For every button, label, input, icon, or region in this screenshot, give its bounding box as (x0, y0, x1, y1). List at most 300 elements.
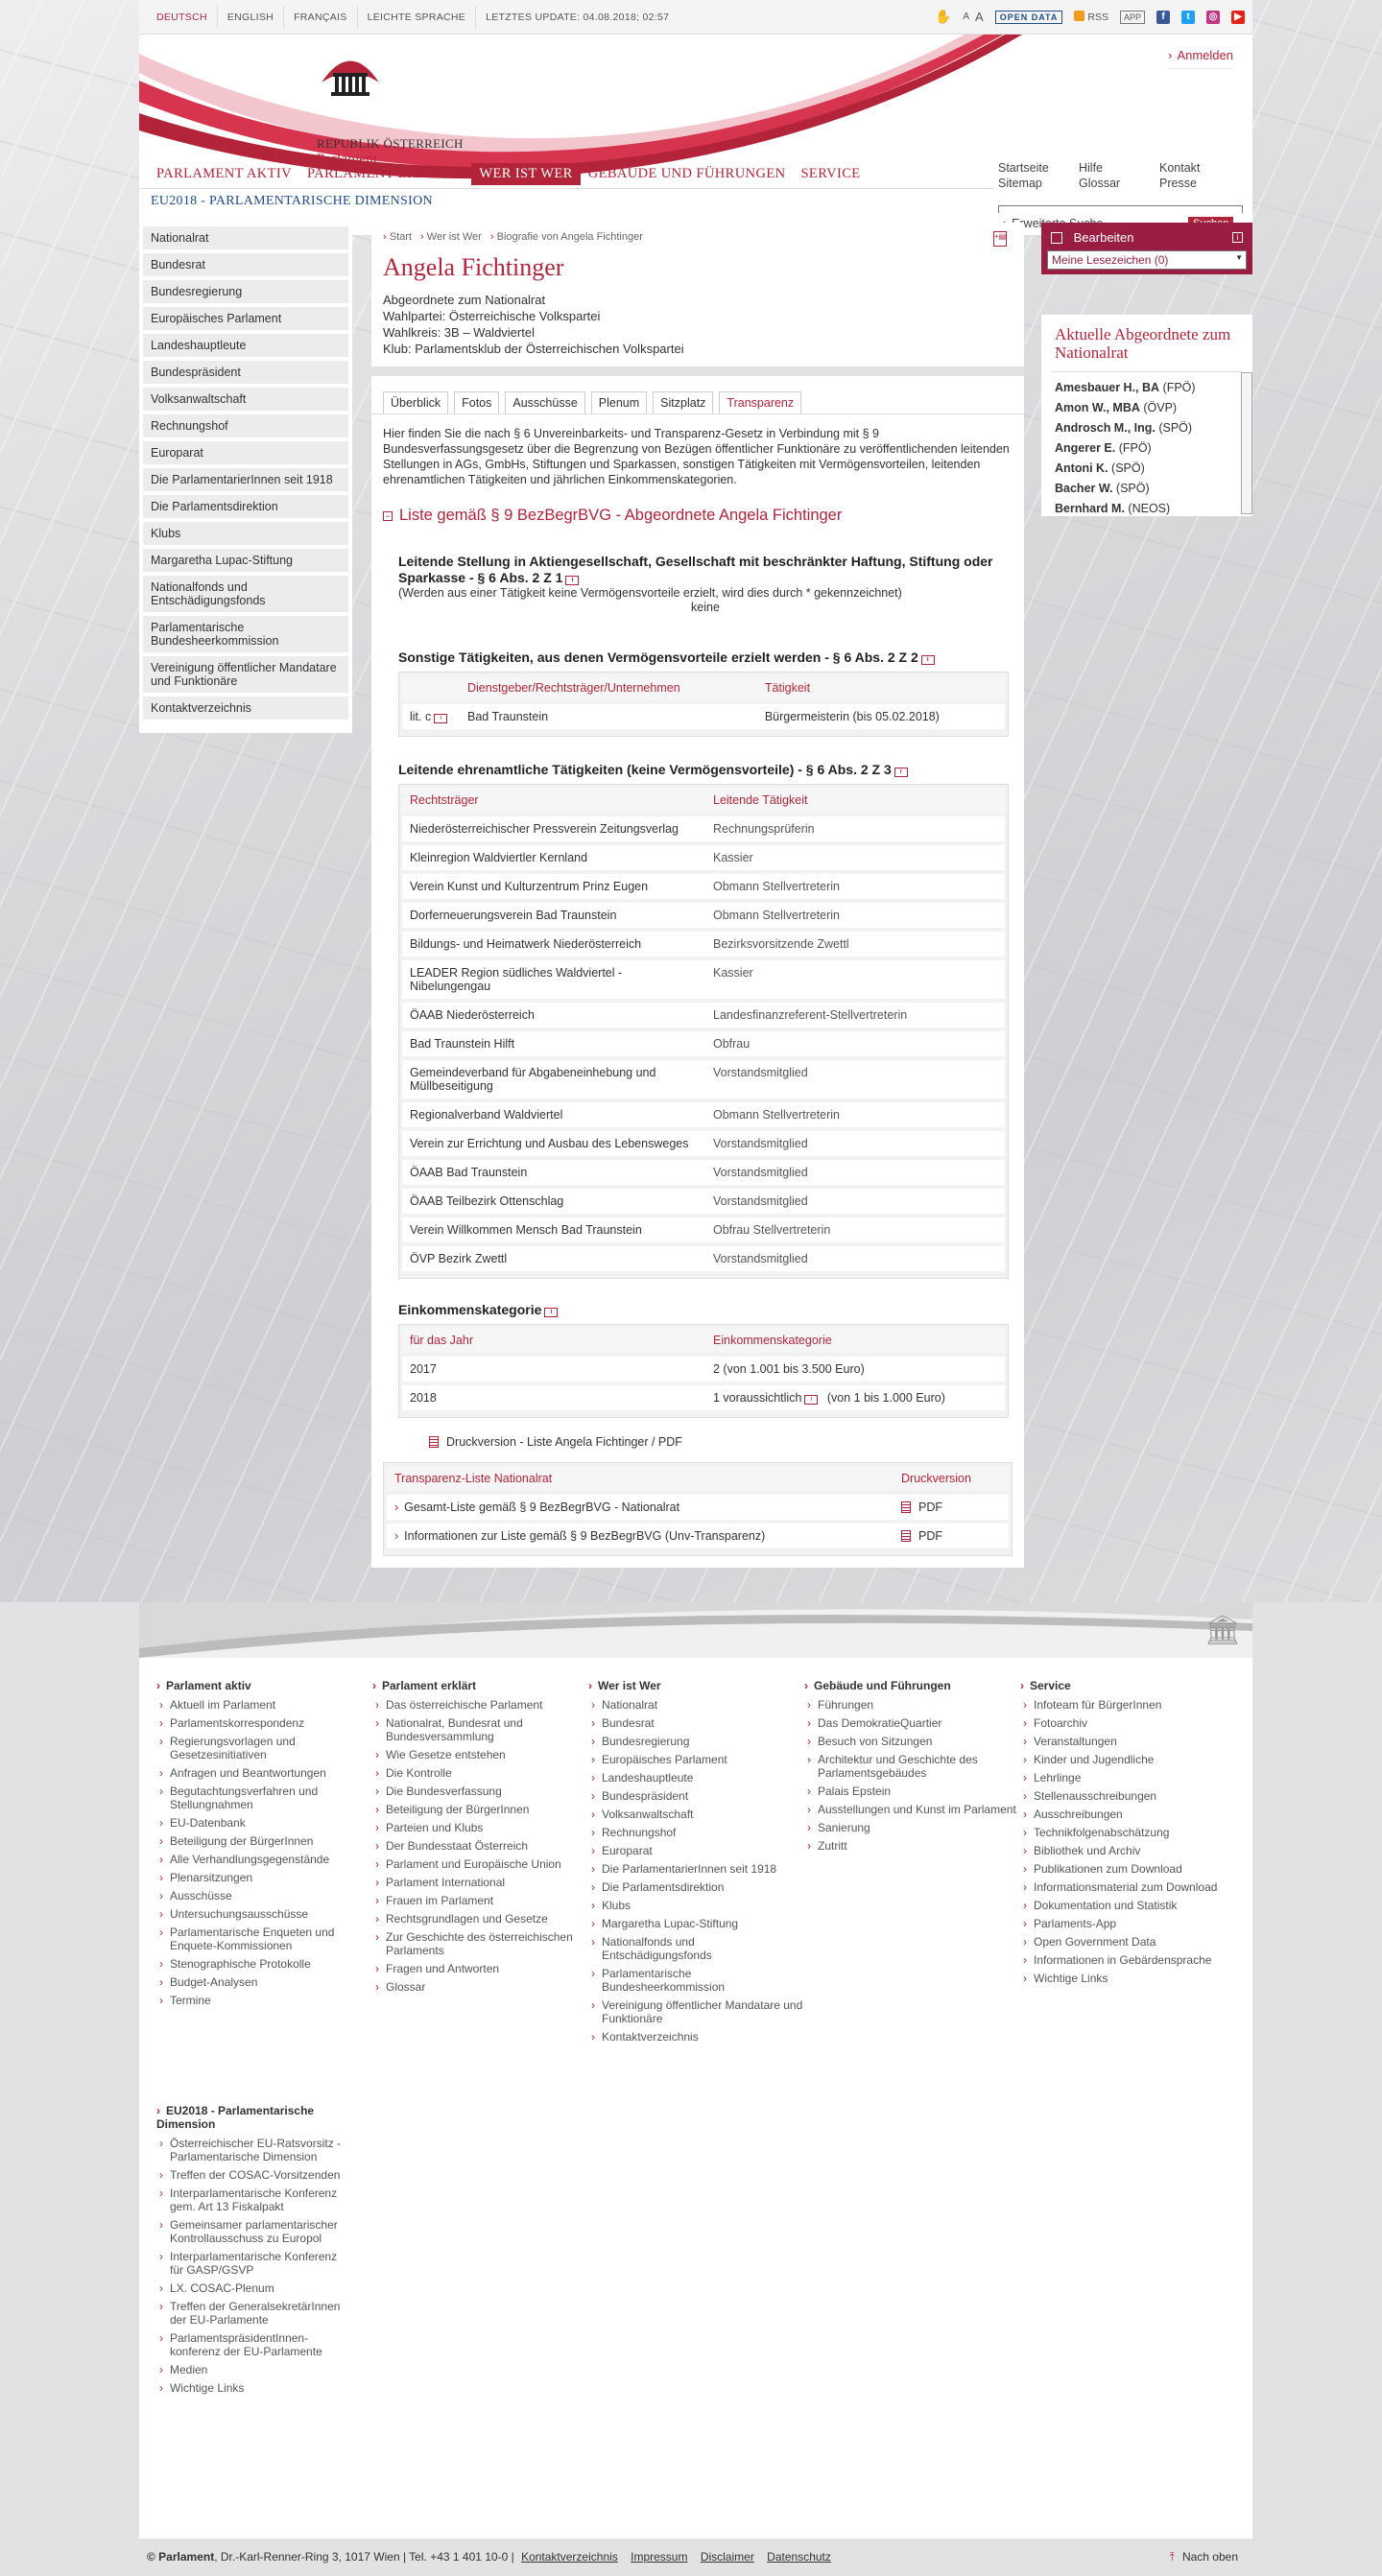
table-cell: Niederösterreichischer Pressverein Zeitungsverlag (402, 815, 705, 843)
table-row (387, 1522, 1009, 1550)
table-header-row (387, 1466, 1009, 1493)
table-cell: lit. c (410, 710, 432, 723)
footer-link[interactable]: › LX. COSAC-Plenum (170, 2281, 348, 2295)
list-toggle[interactable] (383, 507, 1013, 525)
back-to-top-link[interactable] (1170, 2550, 1238, 2564)
footer-link[interactable]: › Fragen und Antworten (386, 1962, 588, 1975)
table-cell: ÖAAB Niederösterreich (402, 1001, 705, 1029)
footer-link[interactable]: › Treffen der COSAC-Vorsitzenden (170, 2168, 348, 2182)
left-nav-item[interactable]: Volksanwaltschaft (143, 388, 348, 411)
document-icon (429, 1436, 439, 1448)
person-district: Wahlkreis: 3B – Waldviertel (383, 325, 535, 340)
footer-link[interactable]: › Termine (170, 1994, 372, 2007)
footer-link[interactable]: › Landeshauptleute (602, 1771, 804, 1784)
lang-easy[interactable]: LEICHTE SPRACHE (358, 6, 477, 29)
left-nav-item[interactable]: Parlamentarische Bundesheerkommission (143, 616, 348, 652)
table-row (402, 1129, 1005, 1158)
tab-bar (371, 376, 1024, 414)
lang-en[interactable]: ENGLISH (218, 6, 284, 29)
copyright: © Parlament (147, 2550, 215, 2564)
mp-list-scrollbar[interactable] (1241, 372, 1252, 514)
table-row (402, 958, 1005, 1001)
section4-title: Einkommenskategorie (398, 1302, 542, 1317)
lang-de[interactable]: DEUTSCH (147, 6, 218, 29)
left-nav-item[interactable]: Bundespräsident (143, 361, 348, 384)
left-nav-item[interactable]: Nationalfonds und Entschädigungsfonds (143, 576, 348, 612)
footer-column (372, 1679, 588, 2048)
table-row (402, 1383, 1005, 1412)
table-header-empty (402, 675, 460, 702)
einkommen-table (398, 1324, 1009, 1418)
section-leitende-stellung (398, 554, 1009, 615)
table-cell: Rechnungsprüferin (705, 815, 1005, 843)
table-row (402, 1355, 1005, 1383)
edit-title: Bearbeiten (1073, 230, 1134, 245)
footer-link[interactable]: › Anfragen und Beantwortungen (170, 1766, 372, 1780)
bottom-link-datenschutz[interactable]: Datenschutz (767, 2550, 831, 2564)
pdf-label: PDF (918, 1501, 942, 1514)
mp-party: (FPÖ) (1118, 441, 1152, 455)
twitter-icon[interactable]: t (1181, 11, 1195, 24)
footer-link[interactable]: › Parlaments-App (1034, 1917, 1236, 1930)
footer-link[interactable]: › Das österreichische Parlament (386, 1698, 588, 1712)
rss-icon (1074, 11, 1084, 21)
table-cell: Kassier (705, 843, 1005, 872)
footer-link[interactable]: › Publikationen zum Download (1034, 1862, 1236, 1876)
footer-link[interactable]: › Kontaktverzeichnis (602, 2030, 804, 2044)
footer-column (1020, 1679, 1236, 2048)
table-row (402, 1244, 1005, 1273)
table-cell: ÖAAB Bad Traunstein (402, 1158, 705, 1187)
table-row (402, 1001, 1005, 1029)
table-cell: Bad Traunstein Hilft (402, 1029, 705, 1058)
mp-list (1051, 372, 1243, 516)
info-icon[interactable]: i (434, 714, 447, 723)
footer-link[interactable]: › Nationalfonds und Entschädigungsfonds (602, 1935, 804, 1962)
table-row (402, 1187, 1005, 1216)
footer-header (139, 1602, 1252, 1658)
open-data-link[interactable]: OPEN DATA (995, 11, 1063, 24)
table-cell: Bürgermeisterin (bis 05.02.2018) (757, 702, 1005, 731)
left-nav-item[interactable]: Rechnungshof (143, 414, 348, 437)
mp-party: (SPÖ) (1158, 421, 1193, 435)
mp-party: (ÖVP) (1143, 401, 1178, 414)
sub-nav-eu2018[interactable]: EU2018 - PARLAMENTARISCHE DIMENSION (139, 188, 993, 213)
table-cell: Verein Willkommen Mensch Bad Traunstein (402, 1216, 705, 1244)
left-nav-item[interactable]: Vereinigung öffentlicher Mandatare und Funktionäre (143, 656, 348, 693)
footer-link[interactable]: › Lehrlinge (1034, 1771, 1236, 1784)
table-row (402, 930, 1005, 958)
site-shell (139, 0, 1252, 236)
footer-link[interactable]: › Parlamentarische Bundesheerkommission (602, 1967, 804, 1994)
footer-link[interactable]: › Zur Geschichte des österreichischen Parlaments (386, 1930, 588, 1957)
instagram-icon[interactable]: ◎ (1206, 11, 1220, 24)
mp-list-item[interactable] (1055, 499, 1239, 516)
quick-link-startseite[interactable]: Startseite (998, 161, 1049, 175)
footer-link[interactable]: › EU-Datenbank (170, 1816, 372, 1830)
site-header (139, 35, 1252, 213)
quick-link-glossar[interactable]: Glossar (1079, 177, 1121, 190)
footer-link[interactable]: › Begutachtungsverfahren und Stellungnahmen (170, 1784, 372, 1811)
mp-name: Bernhard M. (1055, 502, 1125, 515)
footer-col-heading[interactable]: › Service (1020, 1679, 1236, 1692)
footer-swoosh (139, 1602, 1252, 1658)
footer-link[interactable]: › Alle Verhandlungsgegenstände (170, 1853, 372, 1866)
footer-link[interactable]: › Die ParlamentarierInnen seit 1918 (602, 1862, 804, 1876)
tab-sitzplatz[interactable]: Sitzplatz (653, 391, 713, 414)
footer-link[interactable]: › Medien (170, 2363, 348, 2376)
breadcrumb-wer-ist-wer[interactable]: › Wer ist Wer (420, 231, 482, 243)
footer-link[interactable]: › Volksanwaltschaft (602, 1808, 804, 1821)
left-nav-item[interactable]: Die ParlamentarierInnen seit 1918 (143, 468, 348, 491)
footer-link[interactable]: › Die Kontrolle (386, 1766, 588, 1780)
table-cell: Obmann Stellvertreterin (705, 872, 1005, 901)
facebook-icon[interactable]: f (1156, 11, 1170, 24)
separator (371, 366, 1024, 376)
footer-link[interactable]: › Parlament und Europäische Union (386, 1857, 588, 1871)
table-row (402, 901, 1005, 930)
mp-party: (SPÖ) (1111, 461, 1145, 475)
nav-service[interactable]: SERVICE (800, 166, 861, 181)
list-title: Liste gemäß § 9 BezBegrBVG - Abgeordnete Angela Fichtinger (399, 507, 843, 524)
table-cell: Kleinregion Waldviertler Kernland (402, 843, 705, 872)
table-row (402, 1029, 1005, 1058)
bookmarks-select[interactable]: Meine Lesezeichen (0) ▼ (1047, 250, 1247, 270)
page-title: Angela Fichtinger (383, 253, 564, 281)
advanced-search-link[interactable]: › Erweiterte (1003, 217, 1103, 230)
quick-link-kontakt[interactable]: Kontakt (1159, 161, 1201, 175)
person-role: Abgeordnete zum Nationalrat (383, 293, 546, 307)
left-nav-item[interactable]: Margaretha Lupac-Stiftung (143, 549, 348, 572)
print-version-link[interactable] (429, 1435, 1024, 1449)
tab-ueberblick[interactable]: Überblick (383, 391, 448, 414)
table-header: Leitende Tätigkeit (705, 788, 1005, 815)
footer-link[interactable]: › Fotoarchiv (1034, 1716, 1236, 1730)
footer-link[interactable]: › Treffen der GeneralsekretärInnen der EU-Parlamente (170, 2300, 348, 2327)
table-cell: LEADER Region südliches Waldviertel - Nibelungengau (402, 958, 705, 1001)
footer-link[interactable]: › Die Parlamentsdirektion (602, 1880, 804, 1894)
table-cell: Bad Traunstein (460, 702, 757, 731)
address: , Dr.-Karl-Renner-Ring 3, 1017 Wien | Tel. +43 1 401 10-0 | (214, 2550, 514, 2564)
mp-name: Androsch M., Ing. (1055, 421, 1156, 435)
tab-plenum[interactable]: Plenum (591, 391, 647, 414)
footer-link[interactable]: › Wichtige Links (1034, 1972, 1236, 1985)
footer-link[interactable]: › Nationalrat, Bundesrat und Bundesversammlung (386, 1716, 588, 1743)
table-header: Einkommenskategorie (705, 1328, 1005, 1355)
mp-list-item[interactable] (1055, 479, 1239, 499)
table-cell: Dorferneuerungsverein Bad Traunstein (402, 901, 705, 930)
mp-name: Amesbauer H., BA (1055, 381, 1160, 394)
font-small-button[interactable]: A (963, 12, 970, 22)
footer-link[interactable]: › Wichtige Links (170, 2381, 348, 2395)
table-header-row (402, 675, 1005, 702)
footer-link[interactable]: › Informationsmaterial zum Download (1034, 1880, 1236, 1894)
footer-link[interactable]: › Architektur und Geschichte des Parlamentsgebäudes (818, 1753, 1020, 1780)
footer-link[interactable]: › Palais Epstein (818, 1784, 1020, 1798)
edit-box (1041, 223, 1252, 274)
footer-link[interactable]: › Frauen im Parlament (386, 1894, 588, 1907)
footer-col-heading[interactable]: › EU2018 - Parlamentarische Dimension (156, 2104, 348, 2131)
table-cell: Vorstandsmitglied (705, 1158, 1005, 1187)
footer-link[interactable]: › Klubs (602, 1899, 804, 1912)
footer-link[interactable]: › Europarat (602, 1844, 804, 1857)
footer-link[interactable]: › Regierungsvorlagen und Gesetzesinitiativen (170, 1735, 372, 1761)
lang-fr[interactable]: FRANÇAIS (284, 6, 358, 29)
footer-link[interactable]: › Parlamentskorrespondenz (170, 1716, 372, 1730)
footer-link[interactable]: › Parteien und Klubs (386, 1821, 588, 1834)
footer-link[interactable]: › Informationen in Gebärdensprache (1034, 1953, 1236, 1967)
footer-link[interactable]: › Interparlamentarische Konferenz gem. Art 13 Fiskalpakt (170, 2186, 348, 2213)
nav-parlament-erklaert[interactable]: PARLAMENT ERKLÄRT (306, 166, 465, 181)
app-link[interactable]: APP (1120, 11, 1145, 24)
mp-list-item[interactable] (1055, 378, 1239, 398)
footer-link[interactable]: › Gemeinsamer parlamentarischer Kontrollausschuss zu Europol (170, 2218, 348, 2245)
quick-link-presse[interactable]: Presse (1159, 177, 1197, 190)
footer-link[interactable]: › Bibliothek und Archiv (1034, 1844, 1236, 1857)
footer-link[interactable]: › Zutritt (818, 1839, 1020, 1853)
table-row (402, 1158, 1005, 1187)
table-row (402, 815, 1005, 843)
pdf-icon[interactable]: +▤ (993, 231, 1007, 247)
footer-link[interactable]: › Besuch von Sitzungen (818, 1735, 1020, 1748)
quick-link-sitemap[interactable]: Sitemap (998, 177, 1042, 190)
last-update: LETZTES UPDATE: 04.08.2018; 02:57 (486, 11, 670, 23)
logo-line1: REPUBLIK ÖSTERREICH (317, 136, 464, 151)
footer-link[interactable]: › Beteiligung der BürgerInnen (386, 1803, 588, 1816)
tab-transparenz[interactable]: Transparenz (719, 391, 801, 414)
table-cell: ÖAAB Teilbezirk Ottenschlag (402, 1187, 705, 1216)
bottom-bar (139, 2539, 1252, 2576)
info-icon[interactable]: i (921, 655, 935, 665)
tab-ausschuesse[interactable]: Ausschüsse (505, 391, 584, 414)
table-header-row (402, 788, 1005, 815)
footer-link[interactable]: › Ausschreibungen (1034, 1808, 1236, 1821)
breadcrumb-current: › Biografie von Angela Fichtinger (490, 231, 643, 243)
table-cell: 1 voraussichtlich (713, 1391, 802, 1405)
font-large-button[interactable]: A (975, 10, 984, 24)
table-header-row (402, 1328, 1005, 1355)
left-nav-item[interactable]: Bundesregierung (143, 280, 348, 303)
footer (139, 1602, 1252, 2539)
person-party: Wahlpartei: Österreichische Volkspartei (383, 309, 601, 323)
footer-link[interactable]: › Vereinigung öffentlicher Mandatare und Funktionäre (602, 1998, 804, 2025)
table-row (402, 1100, 1005, 1129)
table-header: Druckversion (894, 1466, 1009, 1493)
footer-link[interactable]: › Margaretha Lupac-Stiftung (602, 1917, 804, 1930)
footer-link[interactable]: › Rechtsgrundlagen und Gesetze (386, 1912, 588, 1926)
footer-col-heading[interactable]: › Parlament erklärt (372, 1679, 588, 1692)
sonstige-table (398, 672, 1009, 737)
bottom-link-impressum[interactable]: Impressum (631, 2550, 688, 2564)
bottom-link-kontakt[interactable]: Kontaktverzeichnis (521, 2550, 618, 2564)
table-cell: Verein zur Errichtung und Ausbau des Lebensweges (402, 1129, 705, 1158)
transparency-link[interactable]: › Gesamt-Liste gemäß § 9 BezBegrBVG - Nationalrat (387, 1493, 894, 1522)
edit-icon (1051, 232, 1062, 244)
parliament-logo[interactable] (317, 44, 432, 114)
left-nav-item[interactable]: Kontaktverzeichnis (143, 697, 348, 720)
print-link-label: Druckversion - Liste Angela Fichtinger / PDF (446, 1435, 682, 1449)
table-cell: Verein Kunst und Kulturzentrum Prinz Eugen (402, 872, 705, 901)
bottom-link-disclaimer[interactable]: Disclaimer (700, 2550, 754, 2564)
footer-link[interactable]: › Veranstaltungen (1034, 1735, 1236, 1748)
table-cell: Vorstandsmitglied (705, 1244, 1005, 1273)
info-icon[interactable]: i (804, 1395, 818, 1405)
table-row (402, 702, 1005, 731)
footer-link[interactable]: › Führungen (818, 1698, 1020, 1712)
mp-list-item[interactable] (1055, 459, 1239, 479)
footer-building-icon: 🏛 (1203, 1615, 1241, 1646)
current-mps-title: Aktuelle Abgeordnete zum Nationalrat (1051, 320, 1243, 372)
intro-text: Hier finden Sie die nach § 6 Unvereinbarkeits- und Transparenz-Gesetz in Verbindung mit § 9 Bundesverfassungsgesetz über die Begrenzung von Bezügen öffentlicher Funktionäre zu veröffentlichenden leitenden Stellungen in AGs, GmbHs, Stiftungen und Sparkassen, sonstigen Tätigkeiten mit Vermögensvorteilen, leitenden ehrenamtlichen Tätigkeiten und jährlichen Einkommenskategorien. (383, 427, 1010, 486)
quick-links (998, 161, 1240, 190)
footer-column (588, 1679, 804, 2048)
table-cell: (von 1 bis 1.000 Euro) (826, 1391, 945, 1405)
footer-link[interactable]: › Parlamentarische Enqueten und Enquete-Kommissionen (170, 1926, 372, 1952)
tab-fotos[interactable]: Fotos (454, 391, 499, 414)
footer-link[interactable]: › Sanierung (818, 1821, 1020, 1834)
left-nav (139, 223, 352, 733)
person-info (371, 292, 1024, 366)
parliament-building-icon (317, 44, 384, 111)
footer-col-heading[interactable]: › Gebäude und Führungen (804, 1679, 1020, 1692)
info-icon[interactable]: i (565, 576, 579, 585)
youtube-icon[interactable]: ▶ (1231, 11, 1245, 24)
transparency-list-table (383, 1462, 1013, 1556)
mp-party: (FPÖ) (1162, 381, 1196, 394)
footer-eu-list (156, 2137, 348, 2395)
footer-link[interactable]: › Glossar (386, 1980, 588, 1994)
table-cell: Bezirksvorsitzende Zwettl (705, 930, 1005, 958)
edit-title-row[interactable] (1047, 227, 1247, 250)
table-row (402, 843, 1005, 872)
sign-language-icon[interactable]: ✋ (934, 9, 952, 24)
footer-col-heading[interactable]: › Parlament aktiv (156, 1679, 372, 1692)
login-link[interactable]: › Anmelden (1168, 48, 1233, 69)
footer-link[interactable]: › Rechnungshof (602, 1826, 804, 1839)
footer-link[interactable]: › Kinder und Jugendliche (1034, 1753, 1236, 1766)
footer-link[interactable]: › Wie Gesetze entstehen (386, 1748, 588, 1761)
footer-link[interactable]: › Europäisches Parlament (602, 1753, 804, 1766)
search-input[interactable] (998, 205, 1243, 213)
table-header: für das Jahr (402, 1328, 705, 1355)
mp-list-item[interactable] (1055, 398, 1239, 418)
table-cell: Obmann Stellvertreterin (705, 901, 1005, 930)
footer-link[interactable]: › Budget-Analysen (170, 1975, 372, 1989)
nav-wer-ist-wer[interactable]: WER IST WER (471, 163, 580, 185)
info-icon[interactable]: i (894, 768, 908, 777)
left-nav-item[interactable]: Bundesrat (143, 253, 348, 276)
table-cell: Obmann Stellvertreterin (705, 1100, 1005, 1129)
rss-label: RSS (1087, 12, 1108, 23)
table-cell: Vorstandsmitglied (705, 1129, 1005, 1158)
section1-note: (Werden aus einer Tätigkeit keine Vermögensvorteile erzielt, wird dies durch * gekennzeichnet) (398, 586, 902, 600)
info-icon[interactable]: i (1232, 232, 1243, 243)
mp-list-item[interactable] (1055, 438, 1239, 459)
table-header: Transparenz-Liste Nationalrat (387, 1466, 894, 1493)
footer-link[interactable]: › Österreichischer EU-Ratsvorsitz - Parlamentarische Dimension (170, 2137, 348, 2163)
section3-title: Leitende ehrenamtliche Tätigkeiten (keine Vermögensvorteile) - § 6 Abs. 2 Z 3 (398, 762, 892, 777)
footer-link[interactable]: › Infoteam für BürgerInnen (1034, 1698, 1236, 1712)
footer-link[interactable]: › Aktuell im Parlament (170, 1698, 372, 1712)
pdf-link[interactable] (894, 1522, 1009, 1550)
top-bar (139, 0, 1252, 35)
footer-link[interactable]: › Parlament International (386, 1876, 588, 1889)
footer-col-heading[interactable]: › Wer ist Wer (588, 1679, 804, 1692)
breadcrumb-start[interactable]: › Start (383, 231, 412, 243)
table-cell: 2 (von 1.001 bis 3.500 Euro) (705, 1355, 1005, 1383)
nav-gebaeude[interactable]: GEBÄUDE UND FÜHRUNGEN (587, 166, 786, 181)
transparency-link[interactable]: › Informationen zur Liste gemäß § 9 BezBegrBVG (Unv-Transparenz) (387, 1522, 894, 1550)
document-icon (901, 1530, 911, 1542)
pdf-link[interactable] (894, 1493, 1009, 1522)
left-nav-item[interactable]: Klubs (143, 522, 348, 545)
table-cell: Bildungs- und Heimatwerk Niederösterreich (402, 930, 705, 958)
language-switcher (147, 0, 679, 34)
footer-link[interactable]: › Ausstellungen und Kunst im Parlament (818, 1803, 1020, 1816)
table-cell: Landesfinanzreferent-Stellvertreterin (705, 1001, 1005, 1029)
table-cell: Vorstandsmitglied (705, 1187, 1005, 1216)
nav-parlament-aktiv[interactable]: PARLAMENT AKTIV (156, 166, 292, 181)
rss-link[interactable] (1074, 11, 1108, 23)
table-cell: Obfrau (705, 1029, 1005, 1058)
section-ehrenamtlich (398, 762, 1009, 1279)
quick-link-hilfe[interactable]: Hilfe (1079, 161, 1104, 175)
table-header: Rechtsträger (402, 788, 705, 815)
left-nav-item[interactable]: Nationalrat (143, 226, 348, 249)
mp-party: (NEOS) (1128, 502, 1171, 515)
footer-column (156, 1679, 372, 2048)
footer-link[interactable]: › Interparlamentarische Konferenz für GASP/GSVP (170, 2250, 348, 2277)
table-cell: Vorstandsmitglied (705, 1058, 1005, 1100)
left-nav-item[interactable]: Landeshauptleute (143, 334, 348, 357)
footer-link[interactable]: › Plenarsitzungen (170, 1871, 372, 1884)
footer-link[interactable]: › Bundesregierung (602, 1735, 804, 1748)
mp-name: Antoni K. (1055, 461, 1108, 475)
table-cell: Obfrau Stellvertreterin (705, 1216, 1005, 1244)
arrow-up-icon: ⤒ (1169, 2550, 1175, 2564)
footer-link[interactable]: › Untersuchungsausschüsse (170, 1907, 372, 1921)
logo-line2: Parlament (317, 152, 378, 167)
left-nav-item[interactable]: Europarat (143, 441, 348, 464)
footer-link[interactable]: › ParlamentspräsidentInnen-konferenz der EU-Parlamente (170, 2331, 348, 2358)
section1-title: Leitende Stellung in Aktiengesellschaft, Gesellschaft mit beschränkter Haftung, Stiftung oder Sparkasse - § 6 Abs. 2 Z 1 (398, 554, 993, 585)
mp-party: (SPÖ) (1115, 482, 1150, 495)
footer-link[interactable]: › Dokumentation und Statistik (1034, 1899, 1236, 1912)
table-cell: Regionalverband Waldviertel (402, 1100, 705, 1129)
document-icon (901, 1501, 911, 1513)
footer-link[interactable]: › Stenographische Protokolle (170, 1957, 372, 1971)
footer-link[interactable]: › Bundesrat (602, 1716, 804, 1730)
footer-link[interactable]: › Nationalrat (602, 1698, 804, 1712)
person-club: Klub: Parlamentsklub der Österreichischen Volkspartei (383, 342, 684, 356)
table-cell: Gemeindeverband für Abgabeneinhebung und Müllbeseitigung (402, 1058, 705, 1100)
mp-list-item[interactable] (1055, 418, 1239, 438)
left-nav-item[interactable]: Europäisches Parlament (143, 307, 348, 330)
footer-link[interactable]: › Die Bundesverfassung (386, 1784, 588, 1798)
footer-link[interactable]: › Technikfolgenabschätzung (1034, 1826, 1236, 1839)
footer-link[interactable]: › Der Bundesstaat Österreich (386, 1839, 588, 1853)
footer-link[interactable]: › Beteiligung der BürgerInnen (170, 1834, 372, 1848)
footer-link[interactable]: › Stellenausschreibungen (1034, 1789, 1236, 1803)
footer-link[interactable]: › Ausschüsse (170, 1889, 372, 1902)
footer-link[interactable]: › Open Government Data (1034, 1935, 1236, 1949)
info-icon[interactable]: i (544, 1308, 558, 1317)
table-row (402, 872, 1005, 901)
left-nav-item[interactable]: Die Parlamentsdirektion (143, 495, 348, 518)
footer-link[interactable]: › Bundespräsident (602, 1789, 804, 1803)
footer-column (804, 1679, 1020, 2048)
footer-link[interactable]: › Das DemokratieQuartier (818, 1716, 1020, 1730)
